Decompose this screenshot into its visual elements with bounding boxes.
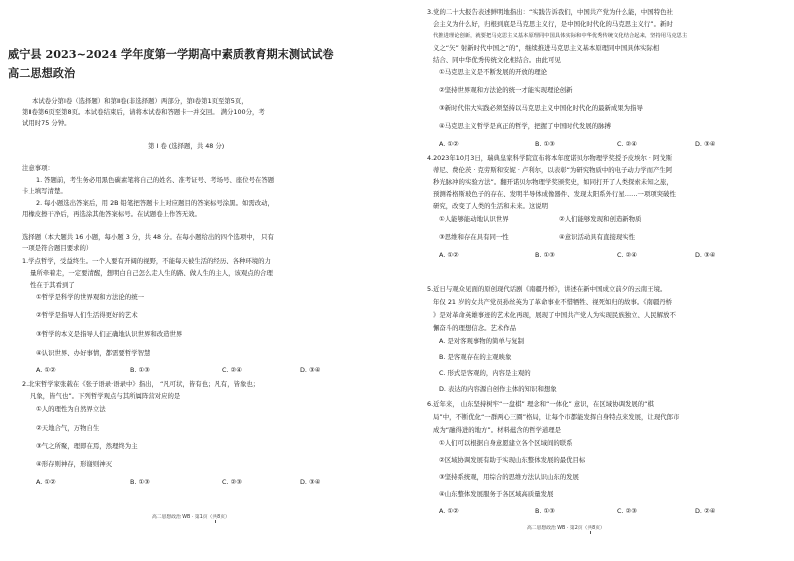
q6-item: ①人们可以根据自身意愿建立各个区域间的联系: [439, 439, 573, 447]
q2-item: ③气之所聚，理即在焉，然理终为主: [36, 442, 138, 450]
q4-stem: 预测希格斯玻色子的存在、发明半导体成像器件、发现太阳系外行星……一项项突破性: [433, 190, 676, 198]
q6-option-d: D. ②④: [695, 507, 716, 515]
exam-subject: 高二思想政治: [8, 66, 76, 80]
page-footer: 高二思想政治 WB · 第2页（共8页）: [527, 526, 605, 531]
q1-option-d: D. ③④: [300, 366, 321, 374]
q4-item: ②人们能够发现和创造新物质: [559, 215, 642, 223]
q3-item: ①马克思主义是不断发展的开放的理论: [439, 68, 547, 76]
notice-line: 用橡皮擦干净后，再选涂其他答案标号。在试题卷上作答无效。: [22, 210, 201, 218]
fold-mark: [215, 520, 216, 523]
q6-option-c: C. ②③: [617, 507, 637, 515]
exam-title: 威宁县 2023~2024 学年度第一学期高中素质教育期末测试试卷: [8, 47, 334, 61]
q3-option-d: D. ③④: [695, 140, 716, 148]
q6-option-a: A. ①②: [439, 507, 459, 515]
q4-stem: 研究，改变了人类的生活和未来。这说明: [433, 202, 549, 210]
q4-stem: 秒光脉冲的实验方法”。翻开诺贝尔物理学奖颁奖史，如同打开了人类探索未知之旅，: [433, 178, 673, 186]
q5-option-c: C. 形式是客观的，内容是主观的: [439, 369, 531, 377]
q1-item: ①哲学是科学的世界观和方法论的统一: [36, 293, 144, 301]
q3-stem: 会主义为什么好，归根到底是马克思主义行，是中国化时代化的马克思主义行”。新时: [433, 20, 673, 28]
q6-item: ②区域协调发展有助于实现山东整体发展的最优目标: [439, 456, 586, 464]
q2-item: ①人的理性为自然界立法: [36, 405, 106, 413]
q2-item: ④形存则神存，形谢则神灭: [36, 460, 113, 468]
q2-stem: 2.北宋哲学家张载在《张子语录·语录中》指出， “凡可状，皆有也；凡有，皆象也；: [22, 380, 260, 388]
q1-option-a: A. ①②: [36, 366, 56, 374]
intro-line: 第Ⅱ卷第6页至第8页。本试卷结束后，请将本试卷和答题卡一并交回。 满分100分，考: [22, 108, 265, 116]
q1-item: ③哲学的本义是指导人们正确地认识世界和改造世界: [36, 330, 183, 338]
q6-option-b: B. ①③: [535, 507, 555, 515]
q5-option-d: D. 表达的内容源自创作主体的知识和想象: [439, 385, 557, 393]
q6-stem: 局”中，不断优化“一群两心三圈”格局，让每个市都能发挥自身特点来发展，让现代郎市: [433, 413, 680, 421]
mc-intro-line: 一项是符合题目要求的）: [22, 244, 93, 252]
q6-item: ④山东整体发展服务于各区域高质量发展: [439, 490, 554, 498]
q3-option-c: C. ②④: [617, 140, 637, 148]
q2-item: ②天地合气，万物自生: [36, 424, 100, 432]
q3-item: ③新时代伟大实践必须坚持以马克思主义中国化时代化的最新成果为指导: [439, 104, 643, 112]
notice-line: 1. 答题前，考生务必用黑色碳素笔将自己的姓名、准考证号、考场号、座位号在答题: [36, 176, 275, 184]
notice-line: 2. 每小题选出答案后，用 2B 铅笔把答题卡上对应题目的答案标号涂黑。如需改动，: [36, 199, 274, 207]
notice-line: 卡上填写清楚。: [22, 187, 67, 195]
page-footer: 高二思想政治 WB · 第1页（共8页）: [152, 515, 230, 520]
q4-option-d: D. ③④: [695, 251, 716, 259]
q5-option-a: A. 是对客观事物的简单与复制: [439, 337, 525, 345]
q4-stem: 蒂尼、费伦茨 · 克劳斯和安妮 · 卢利尔，以表彰“为研究物质中的电子动力学而产生阿: [433, 166, 673, 174]
q1-item: ④认识世界、办好事情，都需要哲学智慧: [36, 349, 151, 357]
q2-option-c: C. ②③: [222, 478, 242, 486]
q3-item: ②坚持世界观和方法论的统一才能实现理论创新: [439, 86, 573, 94]
q6-stem: 6.近年来， 山东坚持树牢“一盘棋” 理念和“一体化” 意识，在区域协调发展的“棋: [427, 400, 654, 408]
q4-item: ③思维和存在具有同一性: [439, 233, 509, 241]
fold-mark: [590, 531, 591, 534]
q6-stem: 成为“融得进的地方”。材料蕴含的哲学道理是: [433, 426, 562, 434]
q4-stem: 4.2023年10月3日，瑞典皇家科学院宣布将本年度诺贝尔物理学奖授予皮埃尔 · 阿戈斯: [427, 154, 673, 162]
q3-item: ④马克思主义哲学是真正的哲学，把握了中国时代发展的脉搏: [439, 122, 611, 130]
intro-line: 本试卷分第Ⅰ卷（选择题）和第Ⅱ卷(非选择题）两部分，第Ⅰ卷第1页至第5页，: [32, 97, 248, 105]
q5-stem: 懈奋斗的理想信念。艺术作品: [433, 324, 517, 332]
q3-stem: 义之“矢” 射新时代中国之“的”，继续推进马克思主义基本原理同中国具体实际相: [433, 44, 660, 52]
mc-intro-line: 选择题（本大题共 16 小题，每小题 3 分，共 48 分。在每小题给出的四个选项中， 只有: [22, 233, 274, 241]
q5-stem: 5.近日与观众见面的原创现代话剧《南疆丹桥》，讲述在新中国成立前夕的云南王境。: [427, 285, 667, 293]
q6-item: ③坚持系统观，用综合的思维方法认识山东的发展: [439, 473, 579, 481]
q1-stem: 1.学点哲学，受益终生。一个人要有开阔的视野，不能每天被生活的经历、各种环境的力: [22, 257, 271, 265]
section-heading: 第 Ⅰ 卷 (选择题，共 48 分): [148, 142, 225, 150]
q3-stem: 结合、同中华优秀传统文化相结合。由此可见: [433, 56, 561, 64]
intro-line: 试用时75 分钟。: [22, 119, 71, 127]
q3-option-a: A. ①②: [439, 140, 459, 148]
q1-stem: 性在于其看到了: [30, 281, 75, 289]
notice-title: 注意事项：: [22, 164, 54, 172]
q5-stem: 》是对革命英雄事迹的艺术化再现，展现了中国共产党人为实现民族独立、人民解放不: [433, 311, 676, 319]
q4-item: ①人能够能动地认识世界: [439, 215, 509, 223]
q2-option-b: B. ①③: [130, 478, 150, 486]
exam-page-2: [397, 0, 794, 561]
q4-option-a: A. ①②: [439, 251, 459, 259]
q3-option-b: B. ①③: [535, 140, 555, 148]
q4-item: ④意识活动具有直接现实性: [559, 233, 636, 241]
q2-option-d: D. ③④: [300, 478, 321, 486]
q3-stem: 代推进理论创新，就要把马克思主义基本原理同中国具体实际和中华优秀传统文化结合起来，坚持用马克思主: [433, 33, 688, 39]
q1-stem: 量所牵着走，一定要清醒，想明白自己怎么走人生的路、做人生的主人，该观点的合理: [30, 269, 273, 277]
q4-option-b: B. ①③: [535, 251, 555, 259]
q5-option-b: B. 是客观存在的主观映象: [439, 353, 512, 361]
q1-option-b: B. ①③: [130, 366, 150, 374]
q4-option-c: C. ②④: [617, 251, 637, 259]
q2-stem: 凡象，皆气也”。下列哲学观点与其所属阵营对应的是: [30, 392, 181, 400]
q3-stem: 3.党的二十大报告表述鲜明地指出：“实践告诉我们，中国共产党为什么能，中国特色社: [427, 8, 673, 16]
q1-item: ②哲学是指导人们生活得更好的艺术: [36, 311, 138, 319]
q2-option-a: A. ①②: [36, 478, 56, 486]
q5-stem: 年仅 21 岁的女共产党员孙丝英为了革命事业不惜牺牲、视死如归的故事。《南疆丹桥: [433, 298, 673, 306]
q1-option-c: C. ②④: [222, 366, 242, 374]
